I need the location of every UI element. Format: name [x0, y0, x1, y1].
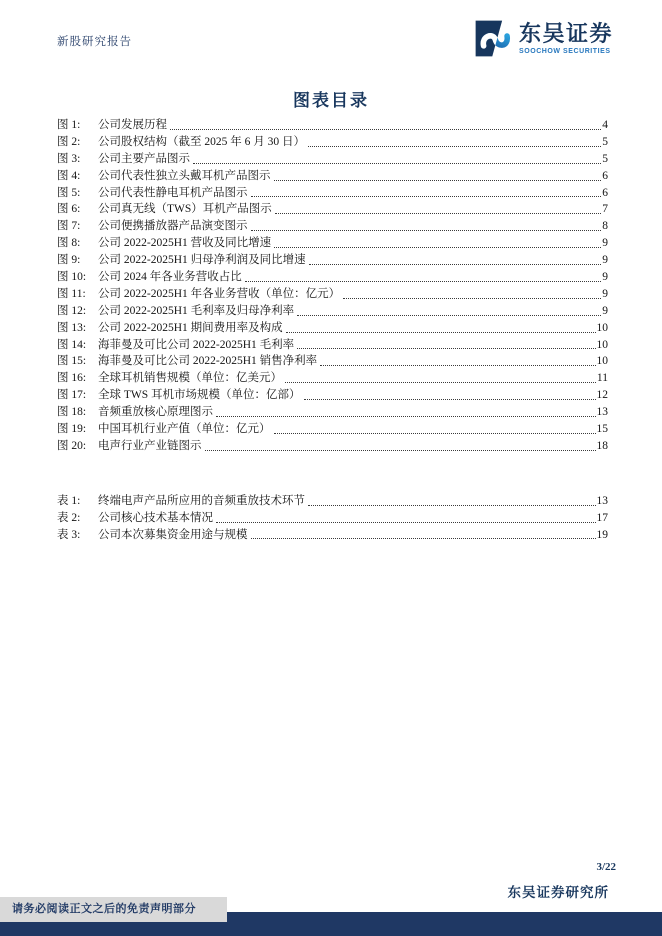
- dot-leader: [216, 403, 596, 417]
- toc-entry-page: 9: [602, 304, 608, 317]
- toc-entry-label: 表 1:: [57, 494, 81, 507]
- dot-leader: [275, 200, 601, 214]
- soochow-logo-icon: [475, 20, 512, 57]
- toc-entry-page: 17: [596, 511, 608, 524]
- toc-entry[interactable]: [57, 336, 608, 353]
- toc-entry-page: 8: [602, 220, 608, 233]
- toc-entry[interactable]: [57, 133, 608, 150]
- disclaimer-notice: 请务必阅读正文之后的免责声明部分: [0, 897, 227, 922]
- toc-entry[interactable]: [57, 352, 608, 369]
- dot-leader: [170, 116, 601, 130]
- toc-entry-page: 11: [596, 372, 608, 385]
- toc-entry-page: 10: [596, 338, 608, 351]
- toc: [57, 116, 608, 542]
- toc-entry-title: 公司 2022-2025H1 营收及同比增速: [98, 237, 272, 250]
- toc-entry-page: 9: [602, 287, 608, 300]
- toc-entry-label: 图 11:: [57, 287, 86, 300]
- toc-entry[interactable]: [57, 526, 608, 543]
- toc-entry[interactable]: [57, 509, 608, 526]
- toc-entry[interactable]: [57, 251, 608, 268]
- toc-entry-page: 4: [602, 119, 608, 131]
- toc-entry-title: 音频重放核心原理图示: [98, 406, 213, 419]
- toc-entry[interactable]: [57, 403, 608, 420]
- toc-entry-label: 图 7:: [57, 220, 81, 233]
- toc-entry-page: 9: [602, 237, 608, 250]
- toc-entry[interactable]: [57, 386, 608, 403]
- toc-entry-label: 图 16:: [57, 372, 87, 385]
- toc-entry[interactable]: [57, 319, 608, 336]
- toc-entry-page: 10: [596, 355, 608, 368]
- toc-entry-page: 19: [596, 528, 608, 541]
- toc-entry-label: 图 12:: [57, 304, 87, 317]
- dot-leader: [274, 167, 602, 181]
- toc-entry-title: 公司便携播放器产品演变图示: [98, 220, 248, 233]
- toc-entry-page: 7: [602, 203, 608, 216]
- dot-leader: [297, 336, 595, 350]
- toc-entry-title: 公司发展历程: [98, 119, 167, 131]
- dot-leader: [251, 526, 596, 540]
- toc-entry-label: 图 20:: [57, 439, 87, 452]
- toc-entry-label: 图 1:: [57, 119, 81, 131]
- toc-entry-title: 公司 2022-2025H1 期间费用率及构成: [98, 321, 283, 334]
- toc-entry-title: 公司股权结构（截至 2025 年 6 月 30 日）: [98, 135, 305, 148]
- toc-entry[interactable]: [57, 167, 608, 184]
- dot-leader: [251, 184, 602, 198]
- toc-entry-page: 9: [602, 254, 608, 267]
- toc-entry-title: 全球 TWS 耳机市场规模（单位：亿部）: [98, 389, 301, 402]
- brand-name-en: SOOCHOW SECURITIES: [518, 47, 611, 55]
- toc-entry[interactable]: [57, 116, 608, 133]
- toc-entry-label: 图 4:: [57, 169, 81, 182]
- toc-entry-label: 表 3:: [57, 528, 81, 541]
- toc-entry-page: 5: [602, 135, 608, 148]
- toc-entry-page: 10: [596, 321, 608, 334]
- dot-leader: [308, 133, 601, 147]
- dot-leader: [343, 285, 601, 299]
- dot-leader: [286, 319, 596, 333]
- toc-entry-label: 图 13:: [57, 321, 87, 334]
- toc-entry-title: 公司核心技术基本情况: [98, 511, 213, 524]
- toc-entry-title: 公司代表性静电耳机产品图示: [98, 186, 248, 199]
- toc-entry-page: 13: [596, 406, 608, 419]
- toc-entry-label: 图 19:: [57, 423, 87, 436]
- dot-leader: [304, 386, 596, 400]
- toc-entry-page: 6: [602, 186, 608, 199]
- toc-entry-label: 图 6:: [57, 203, 81, 216]
- brand-name-cn: 东吴证券: [518, 20, 613, 46]
- dot-leader: [297, 302, 601, 316]
- toc-entry-title: 公司代表性独立头戴耳机产品图示: [98, 169, 271, 182]
- toc-entry-label: 图 10:: [57, 271, 87, 284]
- toc-entry-title: 公司 2022-2025H1 年各业务营收（单位：亿元）: [98, 287, 341, 300]
- toc-entry[interactable]: [57, 420, 608, 437]
- toc-entry-title: 海菲曼及可比公司 2022-2025H1 毛利率: [98, 338, 295, 351]
- toc-entry-page: 13: [596, 494, 608, 507]
- toc-entry-title: 公司 2024 年各业务营收占比: [98, 271, 242, 284]
- toc-entry-title: 海菲曼及可比公司 2022-2025H1 销售净利率: [98, 355, 318, 368]
- toc-entry-label: 表 2:: [57, 511, 81, 524]
- toc-entry-page: 15: [596, 423, 608, 436]
- toc-entry[interactable]: [57, 369, 608, 386]
- toc-entry[interactable]: [57, 184, 608, 201]
- toc-entry-page: 6: [602, 169, 608, 182]
- toc-entry-title: 公司真无线（TWS）耳机产品图示: [98, 203, 272, 216]
- dot-leader: [216, 509, 596, 523]
- toc-entry-title: 全球耳机销售规模（单位：亿美元）: [98, 372, 282, 385]
- toc-entry-label: 图 17:: [57, 389, 87, 402]
- dot-leader: [320, 352, 595, 366]
- dot-leader: [285, 369, 596, 383]
- research-institute-label: 东吴证券研究所: [507, 885, 609, 900]
- toc-entry[interactable]: [57, 285, 608, 302]
- toc-entry-title: 公司主要产品图示: [98, 152, 190, 165]
- brand-logo: [475, 20, 613, 57]
- toc-entry-title: 公司 2022-2025H1 毛利率及归母净利率: [98, 304, 295, 317]
- toc-entry[interactable]: [57, 234, 608, 251]
- toc-entry-label: 图 2:: [57, 135, 81, 148]
- toc-entry-title: 公司 2022-2025H1 归母净利润及同比增速: [98, 254, 306, 267]
- dot-leader: [245, 268, 602, 282]
- toc-entry-title: 公司本次募集资金用途与规模: [98, 528, 248, 541]
- toc-entry-page: 12: [596, 389, 608, 402]
- toc-entry[interactable]: [57, 492, 608, 509]
- toc-entry-label: 图 14:: [57, 338, 87, 351]
- toc-entry[interactable]: [57, 302, 608, 319]
- toc-entry[interactable]: [57, 150, 608, 167]
- toc-entry[interactable]: [57, 437, 608, 454]
- dot-leader: [193, 150, 601, 164]
- toc-entry-page: 5: [602, 152, 608, 165]
- dot-leader: [205, 437, 596, 451]
- toc-entry-label: 图 3:: [57, 152, 81, 165]
- dot-leader: [309, 251, 602, 265]
- dot-leader: [251, 217, 602, 231]
- toc-entry-label: 图 8:: [57, 237, 81, 250]
- toc-entry-title: 电声行业产业链图示: [98, 439, 202, 452]
- toc-entry[interactable]: [57, 217, 608, 234]
- toc-entry-label: 图 9:: [57, 254, 81, 267]
- table-list: [57, 492, 608, 543]
- toc-entry[interactable]: [57, 200, 608, 217]
- dot-leader: [274, 420, 596, 434]
- page-title: 图表目录: [293, 91, 369, 110]
- toc-entry[interactable]: [57, 268, 608, 285]
- toc-entry-label: 图 18:: [57, 406, 87, 419]
- toc-entry-page: 9: [602, 271, 608, 284]
- toc-entry-label: 图 15:: [57, 355, 87, 368]
- page-number: 3/22: [596, 861, 616, 873]
- report-type-label: 新股研究报告: [57, 36, 132, 48]
- toc-entry-label: 图 5:: [57, 186, 81, 199]
- dot-leader: [274, 234, 601, 248]
- toc-entry-title: 中国耳机行业产值（单位：亿元）: [98, 423, 271, 436]
- toc-entry-title: 终端电声产品所应用的音频重放技术环节: [98, 494, 305, 507]
- dot-leader: [308, 492, 596, 506]
- toc-entry-page: 18: [596, 439, 608, 452]
- figure-list: [57, 116, 608, 454]
